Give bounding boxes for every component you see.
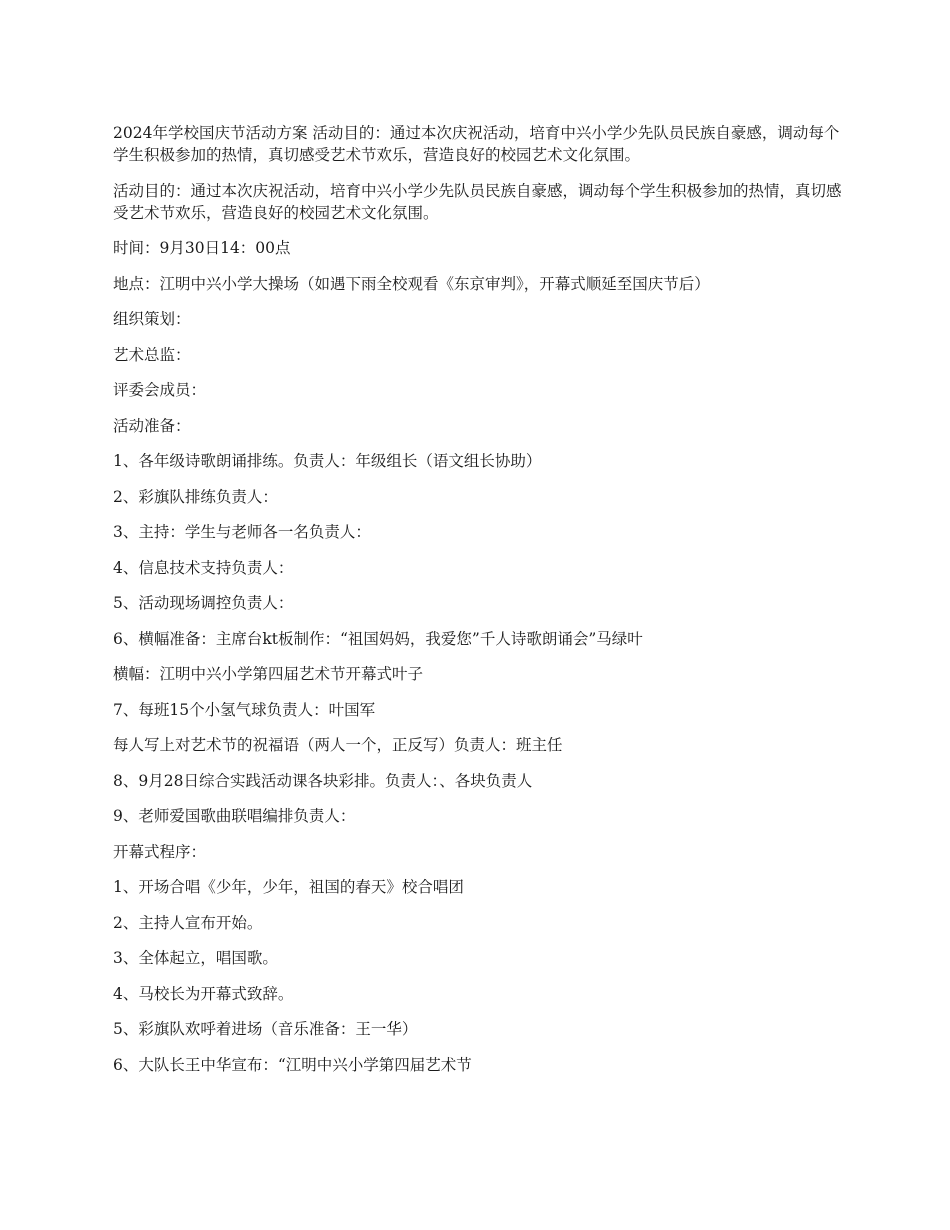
program-item-1: 1、开场合唱《少年，少年，祖国的春天》校合唱团 [113,878,464,896]
program-item-5: 5、彩旗队欢呼着进场（音乐准备：王一华） [113,1020,418,1038]
art-director-line: 艺术总监： [113,345,191,364]
program-item-3: 3、全体起立，唱国歌。 [113,949,278,967]
blessing-line: 每人写上对艺术节的祝福语（两人一个，正反写）负责人：班主任 [113,736,563,754]
time-line: 时间：9月30日14：00点 [113,239,291,257]
preparation-item-3: 3、主持：学生与老师各一名负责人： [113,523,371,541]
preparation-item-5: 5、活动现场调控负责人： [113,594,294,612]
program-item-4: 4、马校长为开幕式致辞。 [113,984,294,1003]
preparation-item-8: 8、9月28日综合实践活动课各块彩排。负责人：、各块负责人 [113,771,533,790]
program-heading: 开幕式程序： [113,842,207,861]
program-item-2: 2、主持人宣布开始。 [113,913,263,932]
organizer-line: 组织策划： [113,310,191,328]
purpose-paragraph: 活动目的：通过本次庆祝活动，培育中兴小学少先队员民族自豪感，调动每个学生积极参加的热情，真切感受艺术节欢乐，营造良好的校园艺术文化氛围。 [113,181,842,222]
preparation-item-1: 1、各年级诗歌朗诵排练。负责人：年级组长（语文组长协助） [113,452,542,470]
preparation-heading: 活动准备： [113,416,191,435]
judges-line: 评委会成员： [113,381,207,399]
program-item-6: 6、大队长王中华宣布：“江明中兴小学第四届艺术节 [113,1055,472,1074]
document-body [113,122,848,1089]
preparation-item-2: 2、彩旗队排练负责人： [113,487,278,506]
preparation-item-6: 6、横幅准备：主席台kt板制作：“祖国妈妈，我爱您”千人诗歌朗诵会”马绿叶 [113,629,643,648]
preparation-item-7: 7、每班15个小氢气球负责人：叶国军 [113,700,376,719]
preparation-item-9: 9、老师爱国歌曲联唱编排负责人： [113,807,356,825]
banner-line: 横幅：江明中兴小学第四届艺术节开幕式叶子 [113,665,424,683]
intro-paragraph: 2024年学校国庆节活动方案 活动目的：通过本次庆祝活动，培育中兴小学少先队员民族自豪感，调动每个学生积极参加的热情，真切感受艺术节欢乐，营造良好的校园艺术文化氛围。 [113,124,840,164]
preparation-item-4: 4、信息技术支持负责人： [113,558,294,577]
location-line: 地点：江明中兴小学大操场（如遇下雨全校观看《东京审判》，开幕式顺延至国庆节后） [113,274,710,293]
